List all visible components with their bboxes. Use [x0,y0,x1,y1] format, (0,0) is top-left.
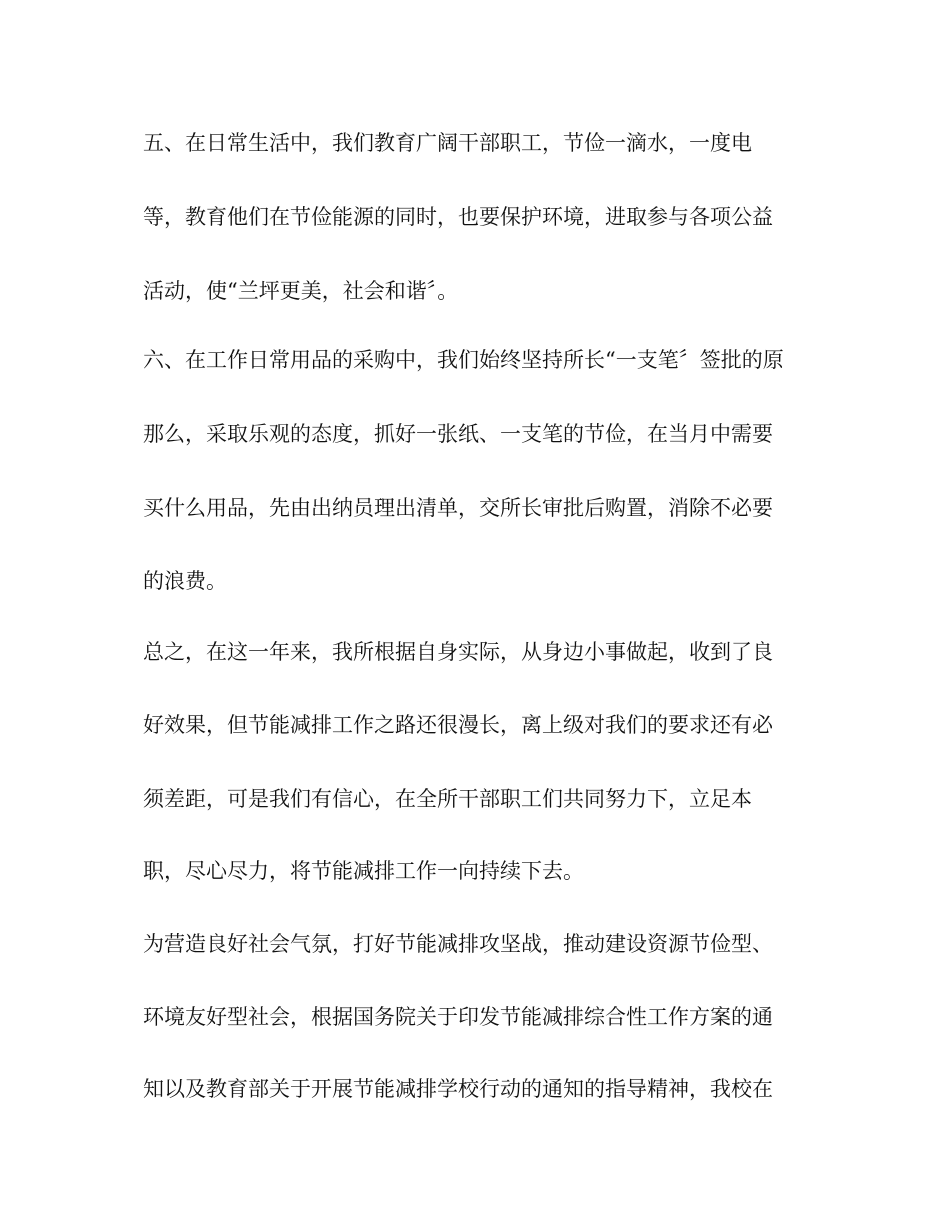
text-line: 那么，采取乐观的态度，抓好一张纸、一支笔的节俭，在当月中需要 [143,422,773,446]
text-line: 好效果，但节能减排工作之路还很漫长，离上级对我们的要求还有必 [143,713,773,737]
text-line: 为营造良好社会气氛，打好节能减排攻坚战，推动建设资源节俭型、 [143,932,773,956]
text-line: 知以及教育部关于开展节能减排学校行动的通知的指导精神，我校在 [143,1077,773,1101]
text-line: 职，尽心尽力，将节能减排工作一向持续下去。 [143,859,584,883]
text-line: 五、在日常生活中，我们教育广阔干部职工，节俭一滴水，一度电 [143,131,752,155]
text-line: 须差距，可是我们有信心，在全所干部职工们共同努力下，立足本 [143,787,752,811]
text-line: 等，教育他们在节俭能源的同时，也要保护环境，进取参与各项公益 [143,205,773,229]
text-line: 买什么用品，先由出纳员理出清单，交所长审批后购置，消除不必要 [143,496,773,520]
text-line: 活动，使“兰坪更美，社会和谐〞。 [143,279,459,303]
text-line: 环境友好型社会，根据国务院关于印发节能减排综合性工作方案的通 [143,1005,773,1029]
text-line: 六、在工作日常用品的采购中，我们始终坚持所长“一支笔〞签批的原 [143,348,784,372]
text-line: 的浪费。 [143,569,227,593]
text-line: 总之，在这一年来，我所根据自身实际，从身边小事做起，收到了良 [143,640,773,664]
